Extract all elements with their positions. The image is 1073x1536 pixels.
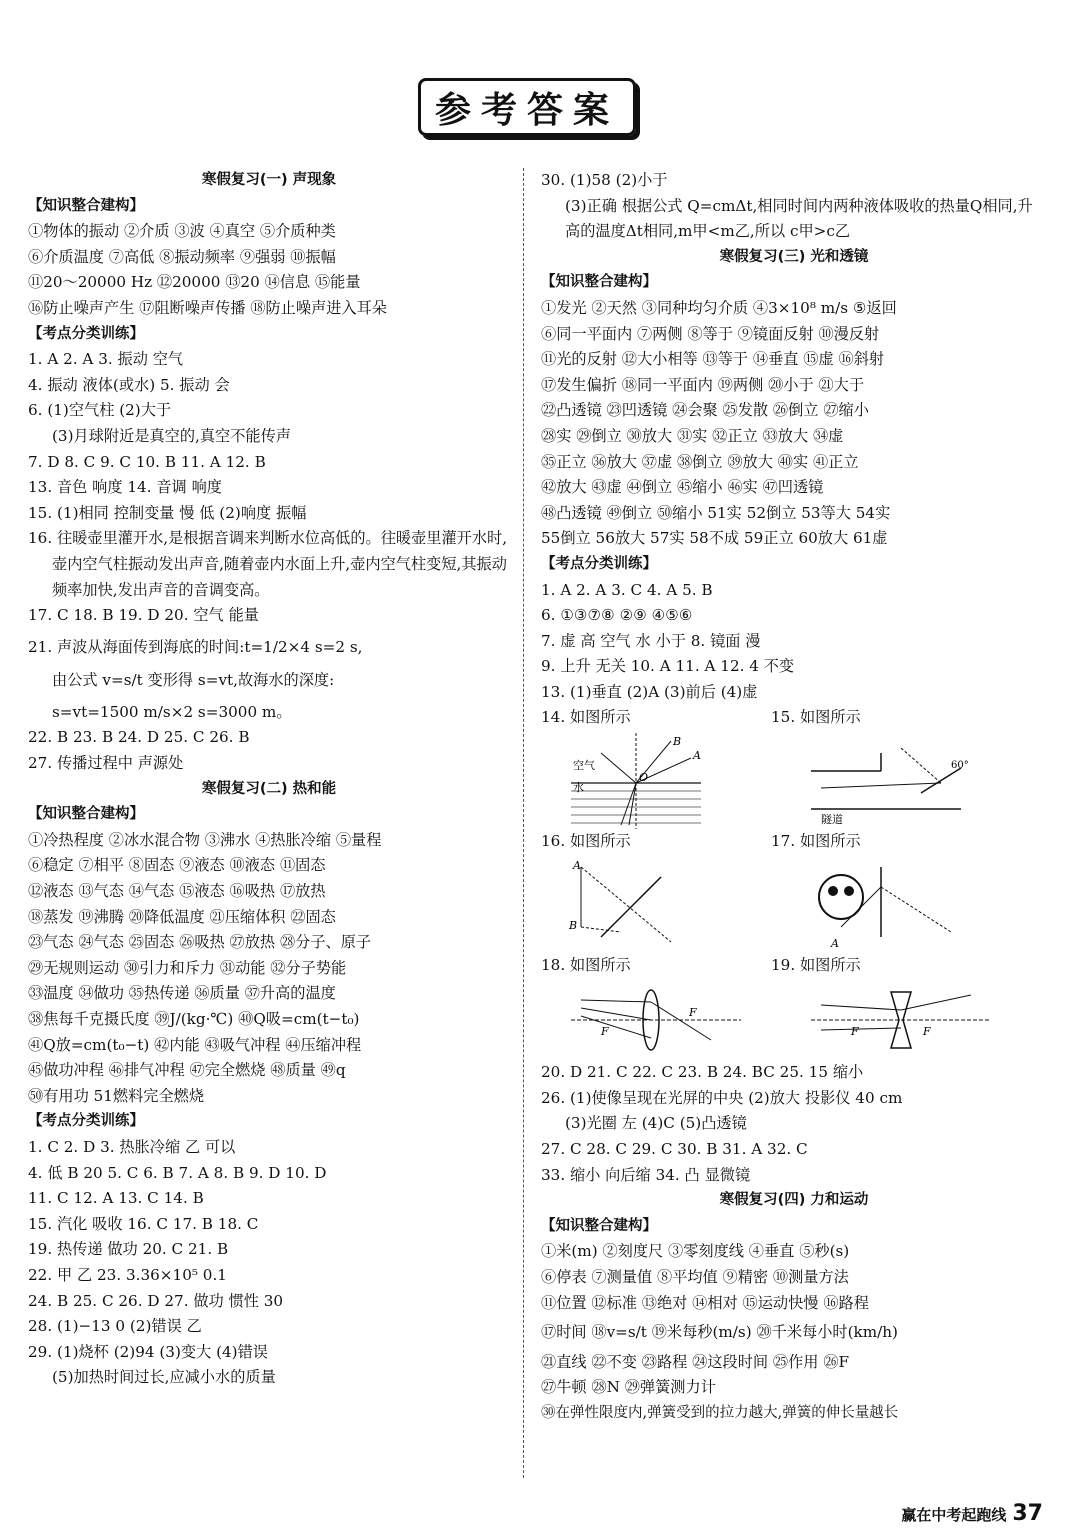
subsection-title: 【知识整合建构】	[541, 274, 657, 291]
figure-label: 15. 如图所示	[771, 708, 861, 727]
answer-line: ⑥稳定 ⑦相平 ⑧固态 ⑨液态 ⑩液态 ⑪固态	[28, 856, 326, 875]
focus-label: F	[601, 1025, 609, 1039]
point-label: B	[569, 918, 578, 932]
point-label: A	[693, 749, 701, 763]
answer-line: ㉗牛顿 ㉘N ㉙弹簧测力计	[541, 1378, 716, 1397]
mirror-image-diagram	[541, 857, 791, 953]
answer-line: (5)加热时间过长,应减小水的质量	[52, 1368, 276, 1387]
answer-line: 7. D 8. C 9. C 10. B 11. A 12. B	[28, 452, 266, 471]
point-label: O	[639, 771, 649, 785]
subsection-title: 【考点分类训练】	[28, 325, 144, 342]
figure-label: 19. 如图所示	[771, 955, 861, 974]
answer-line: ㊽凸透镜 ㊾倒立 ㊿缩小 51实 52倒立 53等大 54实	[541, 503, 891, 522]
tunnel-label: 隧道	[821, 813, 843, 827]
air-label: 空气	[573, 759, 595, 773]
answer-line: ㉚在弹性限度内,弹簧受到的拉力越大,弹簧的伸长量越长	[541, 1404, 899, 1421]
answer-line: ⑱蒸发 ⑲沸腾 ⑳降低温度 ㉑压缩体积 ㉒固态	[28, 907, 336, 926]
answer-line: ⑪光的反射 ⑫大小相等 ⑬等于 ⑭垂直 ⑮虚 ⑯斜射	[541, 350, 885, 369]
answer-paragraph: 16. 往暖壶里灌开水,是根据音调来判断水位高低的。往暖壶里灌开水时,壶内空气柱振动发出声音,随着壶内水面上升,壶内空气柱变短,其振动频率加快,发出声音的音调变高。	[28, 529, 508, 599]
answer-line: 15. 汽化 吸收 16. C 17. B 18. C	[28, 1214, 259, 1233]
page-footer	[901, 1501, 1043, 1526]
answer-line: 13. (1)垂直 (2)A (3)前后 (4)虚	[541, 682, 758, 701]
answer-line: ①冷热程度 ②冰水混合物 ③沸水 ④热胀冷缩 ⑤量程	[28, 830, 382, 849]
answer-line: ㊿有用功 51燃料完全燃烧	[28, 1086, 205, 1105]
section-title: 寒假复习(一) 声现象	[201, 172, 337, 188]
answer-line: 28. (1)−13 0 (2)错误 乙	[28, 1317, 202, 1336]
right-column	[541, 168, 1047, 1427]
focus-label: F	[923, 1025, 931, 1039]
answer-line: ㉑直线 ㉒不变 ㉓路程 ㉔这段时间 ㉕作用 ㉖F	[541, 1352, 850, 1371]
series-brand: 赢在中考起跑线	[901, 1506, 1007, 1524]
point-label: A	[573, 858, 581, 872]
answer-line: 13. 音色 响度 14. 音调 响度	[28, 478, 222, 497]
answer-line: 19. 热传递 做功 20. C 21. B	[28, 1240, 229, 1259]
answer-line: ㉓气态 ㉔气态 ㉕固态 ㉖吸热 ㉗放热 ㉘分子、原子	[28, 933, 372, 952]
answer-line: 20. D 21. C 22. C 23. B 24. BC 25. 15 缩小	[541, 1063, 864, 1082]
answer-line: s=vt=1500 m/s×2 s=3000 m。	[52, 702, 292, 721]
answer-line: ㊶Q放=cm(t₀−t) ㊷内能 ㊸吸气冲程 ㊹压缩冲程	[28, 1035, 362, 1054]
figure-label: 14. 如图所示	[541, 708, 631, 727]
point-label: B	[673, 735, 682, 749]
page-title: 参考答案	[418, 78, 636, 136]
answer-line: 4. 振动 液体(或水) 5. 振动 会	[28, 375, 230, 394]
answer-line: 27. C 28. C 29. C 30. B 31. A 32. C	[541, 1140, 808, 1159]
answer-line: 6. (1)空气柱 (2)大于	[28, 401, 172, 420]
answer-line: ㉙无规则运动 ㉚引力和斥力 ㉛动能 ㉜分子势能	[28, 958, 347, 977]
focus-label: F	[851, 1025, 859, 1039]
answer-line: 1. A 2. A 3. 振动 空气	[28, 350, 184, 369]
answer-line: ⑪20～20000 Hz ⑫20000 ⑬20 ⑭信息 ⑮能量	[28, 273, 361, 292]
refraction-diagram	[541, 733, 791, 829]
answer-line: 7. 虚 高 空气 水 小于 8. 镜面 漫	[541, 631, 761, 650]
figure-label: 16. 如图所示	[541, 832, 631, 851]
answer-line: 21. 声波从海面传到海底的时间:t=1/2×4 s=2 s,	[28, 637, 363, 656]
section-title: 寒假复习(三) 光和透镜	[719, 248, 869, 265]
answer-line: ⑪位置 ⑫标准 ⑬绝对 ⑭相对 ⑮运动快慢 ⑯路程	[541, 1293, 869, 1312]
answer-line: 4. 低 B 20 5. C 6. B 7. A 8. B 9. D 10. D	[28, 1163, 327, 1182]
point-label: A	[831, 936, 839, 950]
concave-lens-diagram	[791, 980, 1041, 1060]
answer-line: 15. (1)相同 控制变量 慢 低 (2)响度 振幅	[28, 503, 307, 522]
angle-label: 60°	[951, 760, 969, 772]
answer-line: (3)月球附近是真空的,真空不能传声	[52, 426, 291, 445]
answer-line: ⑯防止噪声产生 ⑰阻断噪声传播 ⑱防止噪声进入耳朵	[28, 298, 387, 317]
convex-lens-diagram	[541, 980, 791, 1060]
answer-line: 由公式 v=s/t 变形得 s=vt,故海水的深度:	[52, 671, 335, 690]
left-column	[28, 168, 510, 1391]
focus-label: F	[689, 1006, 697, 1020]
answer-line: 55倒立 56放大 57实 58不成 59正立 60放大 61虚	[541, 529, 888, 548]
answer-line: ㊳焦每千克摄氏度 ㊴J/(kg·℃) ㊵Q吸=cm(t−t₀)	[28, 1010, 360, 1028]
answer-line: ⑰发生偏折 ⑱同一平面内 ⑲两侧 ⑳小于 ㉑大于	[541, 375, 865, 394]
answer-line: (3)光圈 左 (4)C (5)凸透镜	[565, 1114, 747, 1133]
answer-line: ①米(m) ②刻度尺 ③零刻度线 ④垂直 ⑤秒(s)	[541, 1242, 850, 1261]
subsection-title: 【知识整合建构】	[28, 806, 144, 823]
answer-line: ㉘实 ㉙倒立 ㉚放大 ㉛实 ㉜正立 ㉝放大 ㉞虚	[541, 426, 844, 445]
answer-line: ⑥介质温度 ⑦高低 ⑧振动频率 ⑨强弱 ⑩振幅	[28, 247, 336, 266]
answer-line: 1. C 2. D 3. 热胀冷缩 乙 可以	[28, 1137, 236, 1156]
panda-mirror-diagram	[791, 857, 1041, 953]
subsection-title: 【考点分类训练】	[541, 555, 657, 572]
answer-line: ⑫液态 ⑬气态 ⑭气态 ⑮液态 ⑯吸热 ⑰放热	[28, 882, 326, 901]
section-title: 寒假复习(二) 热和能	[201, 780, 337, 797]
column-divider	[523, 168, 524, 1478]
answer-line: ㉒凸透镜 ㉓凹透镜 ㉔会聚 ㉕发散 ㉖倒立 ㉗缩小	[541, 401, 869, 420]
subsection-title: 【知识整合建构】	[28, 197, 144, 214]
answer-line: ⑰时间 ⑱v=s/t ⑲米每秒(m/s) ⑳千米每小时(km/h)	[541, 1323, 898, 1342]
answer-line: ⑥同一平面内 ⑦两侧 ⑧等于 ⑨镜面反射 ⑩漫反射	[541, 324, 880, 343]
answer-line: 22. B 23. B 24. D 25. C 26. B	[28, 728, 250, 747]
answer-line: 6. ①③⑦⑧ ②⑨ ④⑤⑥	[541, 606, 693, 625]
answer-line: 29. (1)烧杯 (2)94 (3)变大 (4)错误	[28, 1342, 268, 1361]
tunnel-mirror-diagram	[791, 733, 1041, 829]
answer-line: 22. 甲 乙 23. 3.36×10⁵ 0.1	[28, 1265, 227, 1284]
answer-line: 24. B 25. C 26. D 27. 做功 惯性 30	[28, 1291, 284, 1310]
answer-line: 17. C 18. B 19. D 20. 空气 能量	[28, 606, 259, 625]
answer-line: ㉟正立 ㊱放大 ㊲虚 ㊳倒立 ㊴放大 ㊵实 ㊶正立	[541, 452, 859, 471]
figure-label: 17. 如图所示	[771, 832, 861, 851]
answer-line: 9. 上升 无关 10. A 11. A 12. 4 不变	[541, 657, 795, 676]
answer-line: 1. A 2. A 3. C 4. A 5. B	[541, 580, 713, 599]
answer-line: ①物体的振动 ②介质 ③波 ④真空 ⑤介质种类	[28, 222, 336, 241]
answer-line: ⑥停表 ⑦测量值 ⑧平均值 ⑨精密 ⑩测量方法	[541, 1268, 849, 1286]
answer-line: ㉝温度 ㉞做功 ㉟热传递 ㊱质量 ㊲升高的温度	[28, 984, 336, 1003]
answer-line: ①发光 ②天然 ③同种均匀介质 ④3×10⁸ m/s ⑤返回	[541, 298, 897, 317]
page-number: 37	[1012, 1501, 1043, 1526]
answer-line: 30. (1)58 (2)小于	[541, 171, 668, 189]
answer-line: 33. 缩小 向后缩 34. 凸 显微镜	[541, 1165, 751, 1184]
answer-line: ㊺做功冲程 ㊻排气冲程 ㊼完全燃烧 ㊽质量 ㊾q	[28, 1061, 346, 1080]
answer-paragraph: (3)正确 根据公式 Q=cmΔt,相同时间内两种液体吸收的热量Q相同,升高的温度Δt相同,m甲<m乙,所以 c甲>c乙	[565, 196, 1033, 241]
answer-line: 11. C 12. A 13. C 14. B	[28, 1189, 204, 1208]
subsection-title: 【知识整合建构】	[541, 1217, 657, 1234]
answer-line: ㊷放大 ㊸虚 ㊹倒立 ㊺缩小 ㊻实 ㊼凹透镜	[541, 478, 824, 497]
subsection-title: 【考点分类训练】	[28, 1113, 144, 1130]
figure-label: 18. 如图所示	[541, 955, 631, 974]
water-label: 水	[573, 781, 584, 795]
answer-line: 27. 传播过程中 声源处	[28, 754, 184, 773]
section-title: 寒假复习(四) 力和运动	[719, 1192, 869, 1209]
answer-line: 26. (1)使像呈现在光屏的中央 (2)放大 投影仪 40 cm	[541, 1088, 903, 1107]
